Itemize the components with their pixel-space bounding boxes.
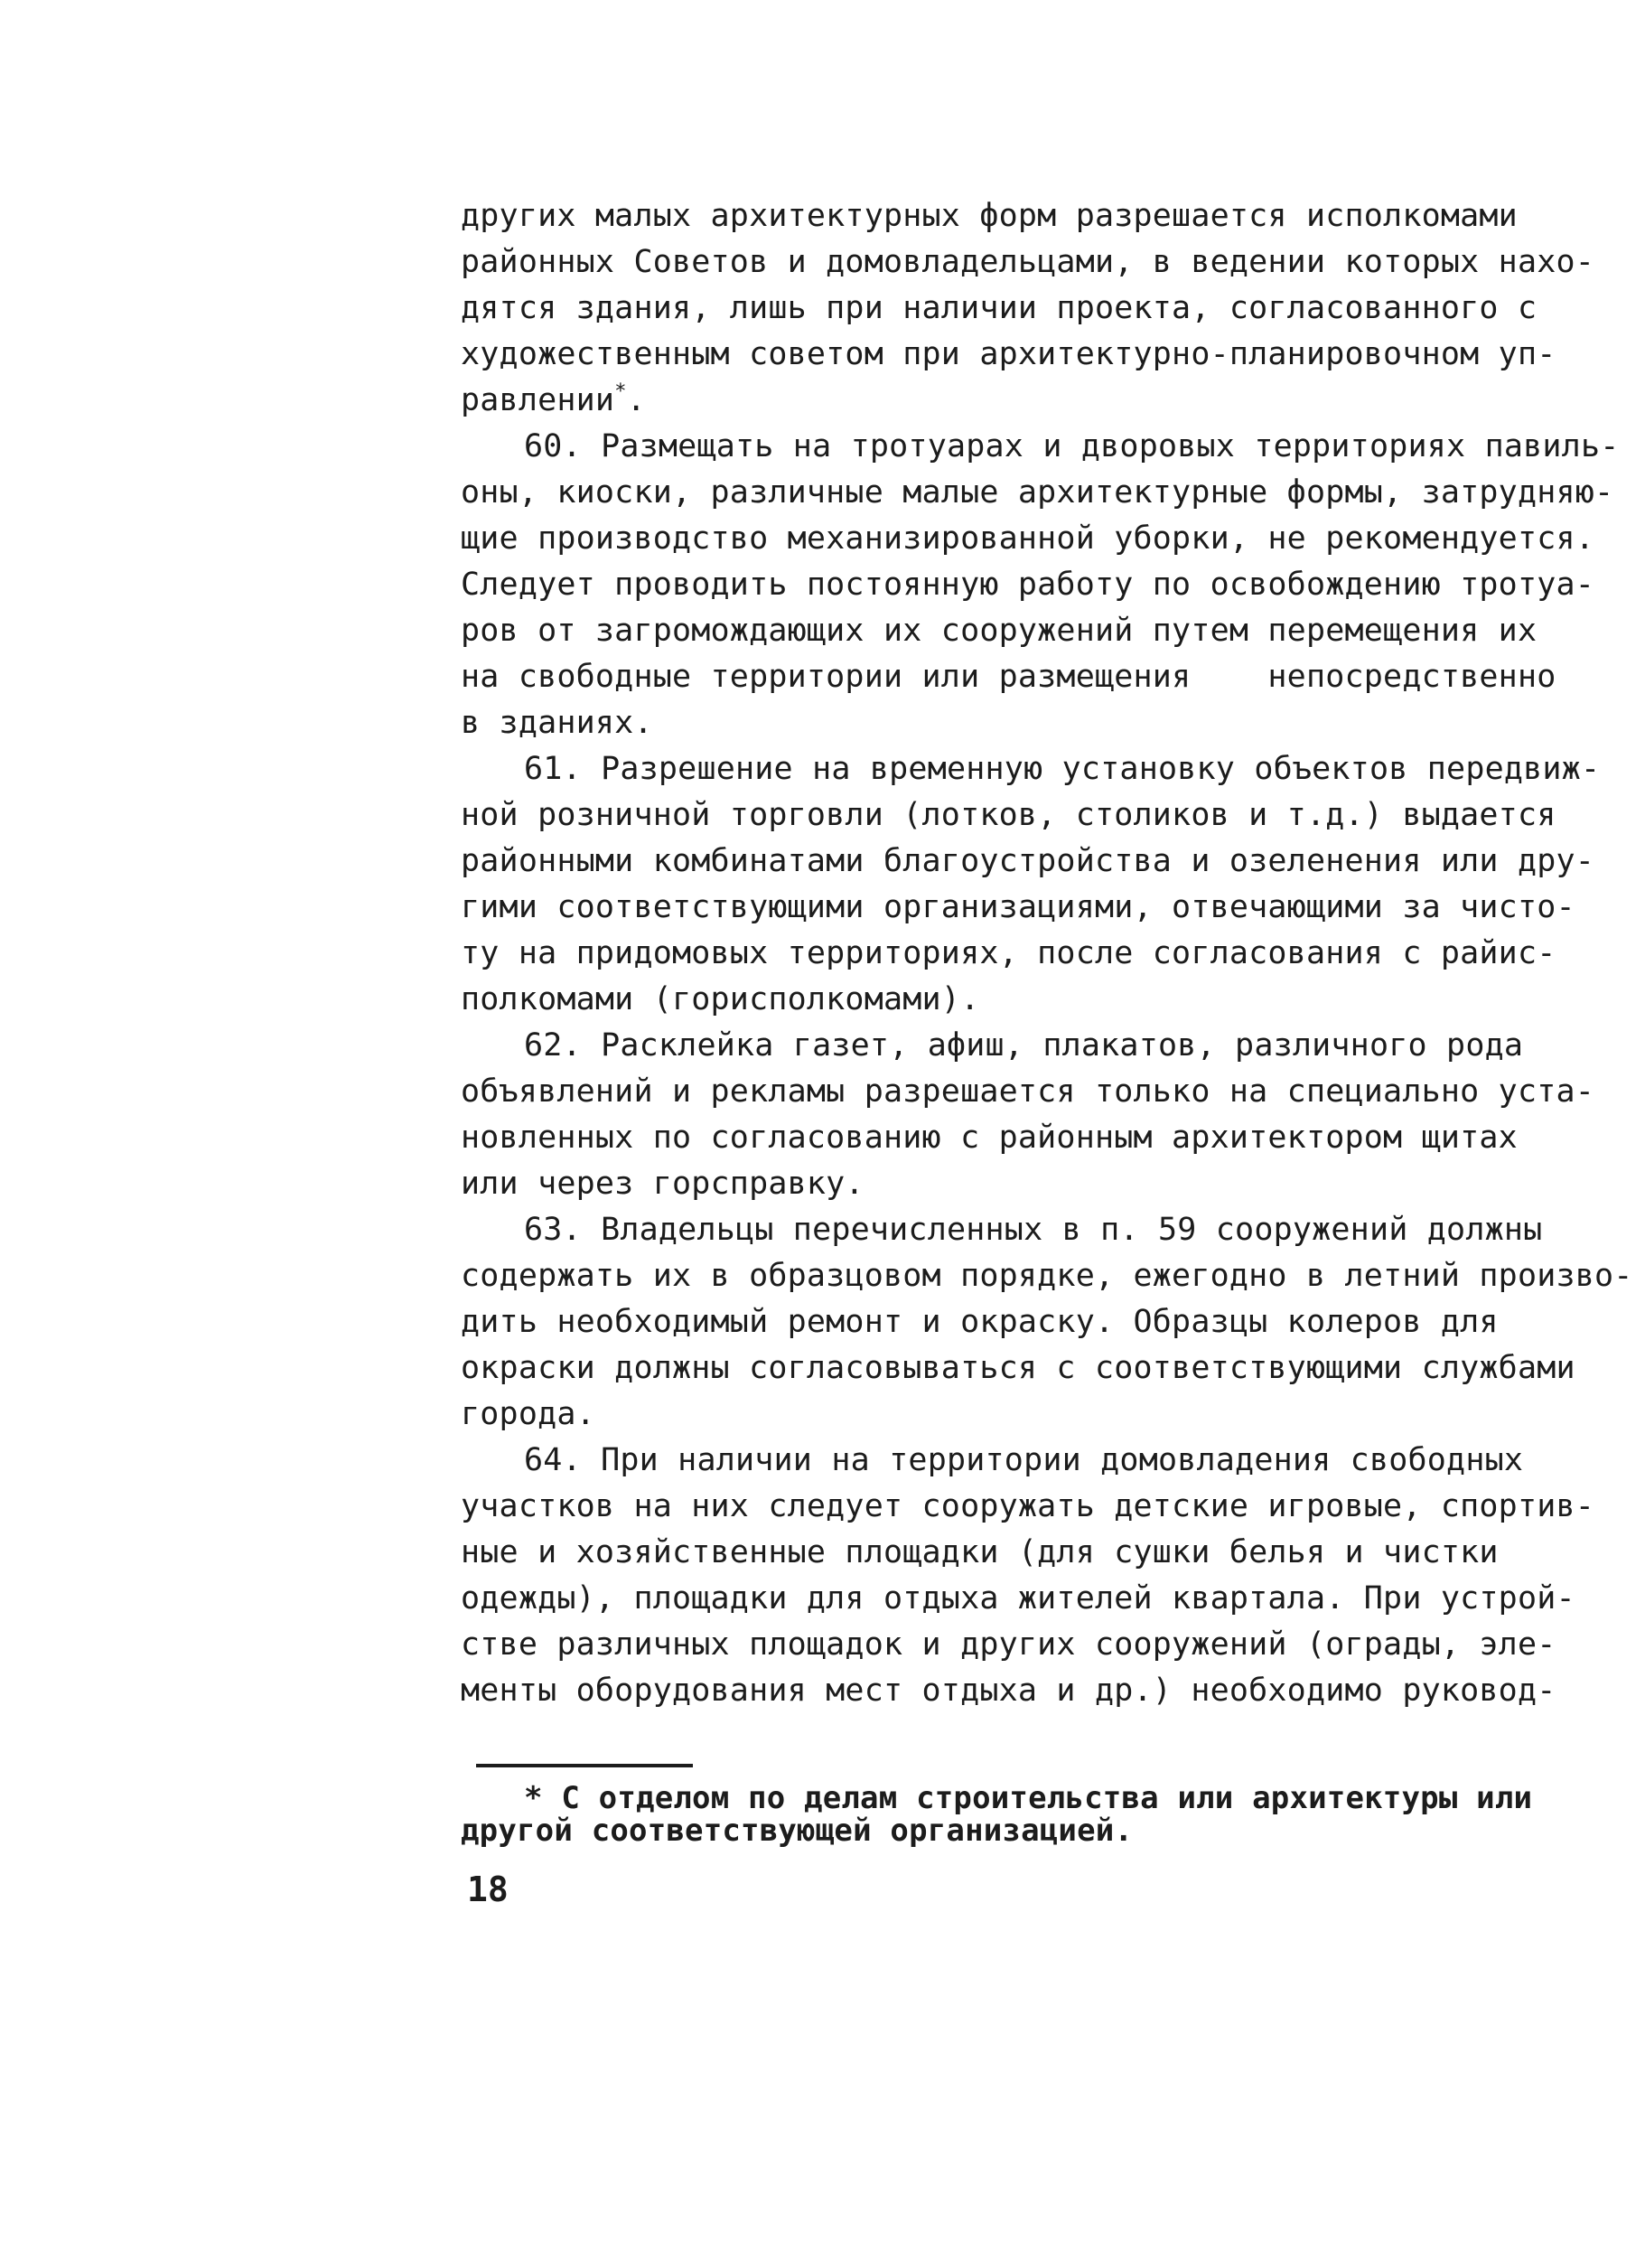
text-fragment: .	[626, 382, 646, 418]
text-line: ные и хозяйственные площадки (для сушки белья и чистки	[461, 1534, 1499, 1570]
text-line: ту на придомовых территориях, после согласования с райис-	[461, 935, 1556, 971]
text-line: районных Советов и домовладельцами, в ведении которых нахо-	[461, 244, 1595, 280]
text-fragment: равлении	[461, 382, 615, 418]
footnote-line: другой соответствующей организацией.	[461, 1813, 1134, 1849]
text-line: одежды), площадки для отдыха жителей квартала. При устрой-	[461, 1580, 1575, 1617]
text-line: щие производство механизированной уборки, не рекомендуется.	[461, 520, 1595, 557]
footnote-text: С отделом по делам строительства или архитектуры или	[561, 1780, 1533, 1816]
paragraph-61	[461, 746, 1601, 1023]
text-line: 63. Владельцы перечисленных в п. 59 сооружений должны	[524, 1212, 1543, 1248]
paragraph-64	[461, 1438, 1595, 1714]
body-text	[461, 193, 1633, 1714]
text-line: Следует проводить постоянную работу по освобождению тротуа-	[461, 567, 1595, 603]
text-line: участков на них следует сооружать детские игровые, спортив-	[461, 1488, 1595, 1524]
text-line: других малых архитектурных форм разрешается исполкомами	[461, 198, 1518, 234]
text-line: или через горсправку.	[461, 1166, 865, 1202]
paragraph-62	[461, 1023, 1595, 1207]
text-line: объявлений и рекламы разрешается только на специально уста-	[461, 1073, 1595, 1110]
paragraph-continuation	[461, 193, 1595, 424]
text-line: 61. Разрешение на временную установку объектов передвиж-	[524, 751, 1601, 787]
text-line: менты оборудования мест отдыха и др.) необходимо руковод-	[461, 1673, 1556, 1709]
text-line: новленных по согласованию с районным архитектором щитах	[461, 1120, 1518, 1156]
text-line: оны, киоски, различные малые архитектурные формы, затрудняю-	[461, 474, 1614, 511]
footnote-mark: *	[524, 1780, 543, 1816]
text-line: дятся здания, лишь при наличии проекта, согласованного с	[461, 290, 1538, 326]
page-number: 18	[467, 1870, 509, 1909]
paragraph-63	[461, 1207, 1633, 1438]
text-line: ной розничной торговли (лотков, столиков и т.д.) выдается	[461, 797, 1556, 833]
text-line: в зданиях.	[461, 705, 653, 741]
text-line	[461, 378, 1581, 424]
text-line: дить необходимый ремонт и окраску. Образцы колеров для	[461, 1304, 1499, 1340]
text-line: художественным советом при архитектурно-планировочном уп-	[461, 336, 1556, 372]
footnote-divider	[476, 1764, 693, 1767]
text-line: окраски должны согласовываться с соответствующими службами	[461, 1350, 1575, 1386]
text-line: содержать их в образцовом порядке, ежегодно в летний произво-	[461, 1258, 1633, 1294]
footnote-line	[461, 1782, 1590, 1814]
text-line: 62. Расклейка газет, афиш, плакатов, различного рода	[524, 1027, 1524, 1064]
text-line: на свободные территории или размещения непосредственно	[461, 659, 1556, 695]
footnote-reference: *	[614, 380, 627, 403]
text-line: ров от загромождающих их сооружений путем перемещения их	[461, 613, 1538, 649]
text-line: города.	[461, 1396, 595, 1432]
text-line: 64. При наличии на территории домовладения свободных	[524, 1442, 1524, 1478]
text-line: полкомами (горисполкомами).	[461, 981, 980, 1017]
footnote	[461, 1782, 1590, 1847]
paragraph-60	[461, 424, 1620, 746]
text-line: 60. Размещать на тротуарах и дворовых территориях павиль-	[524, 428, 1620, 464]
text-line: стве различных площадок и других сооружений (ограды, эле-	[461, 1626, 1556, 1663]
text-line: гими соответствующими организациями, отвечающими за чисто-	[461, 889, 1575, 925]
text-line: районными комбинатами благоустройства и озеленения или дру-	[461, 843, 1595, 879]
